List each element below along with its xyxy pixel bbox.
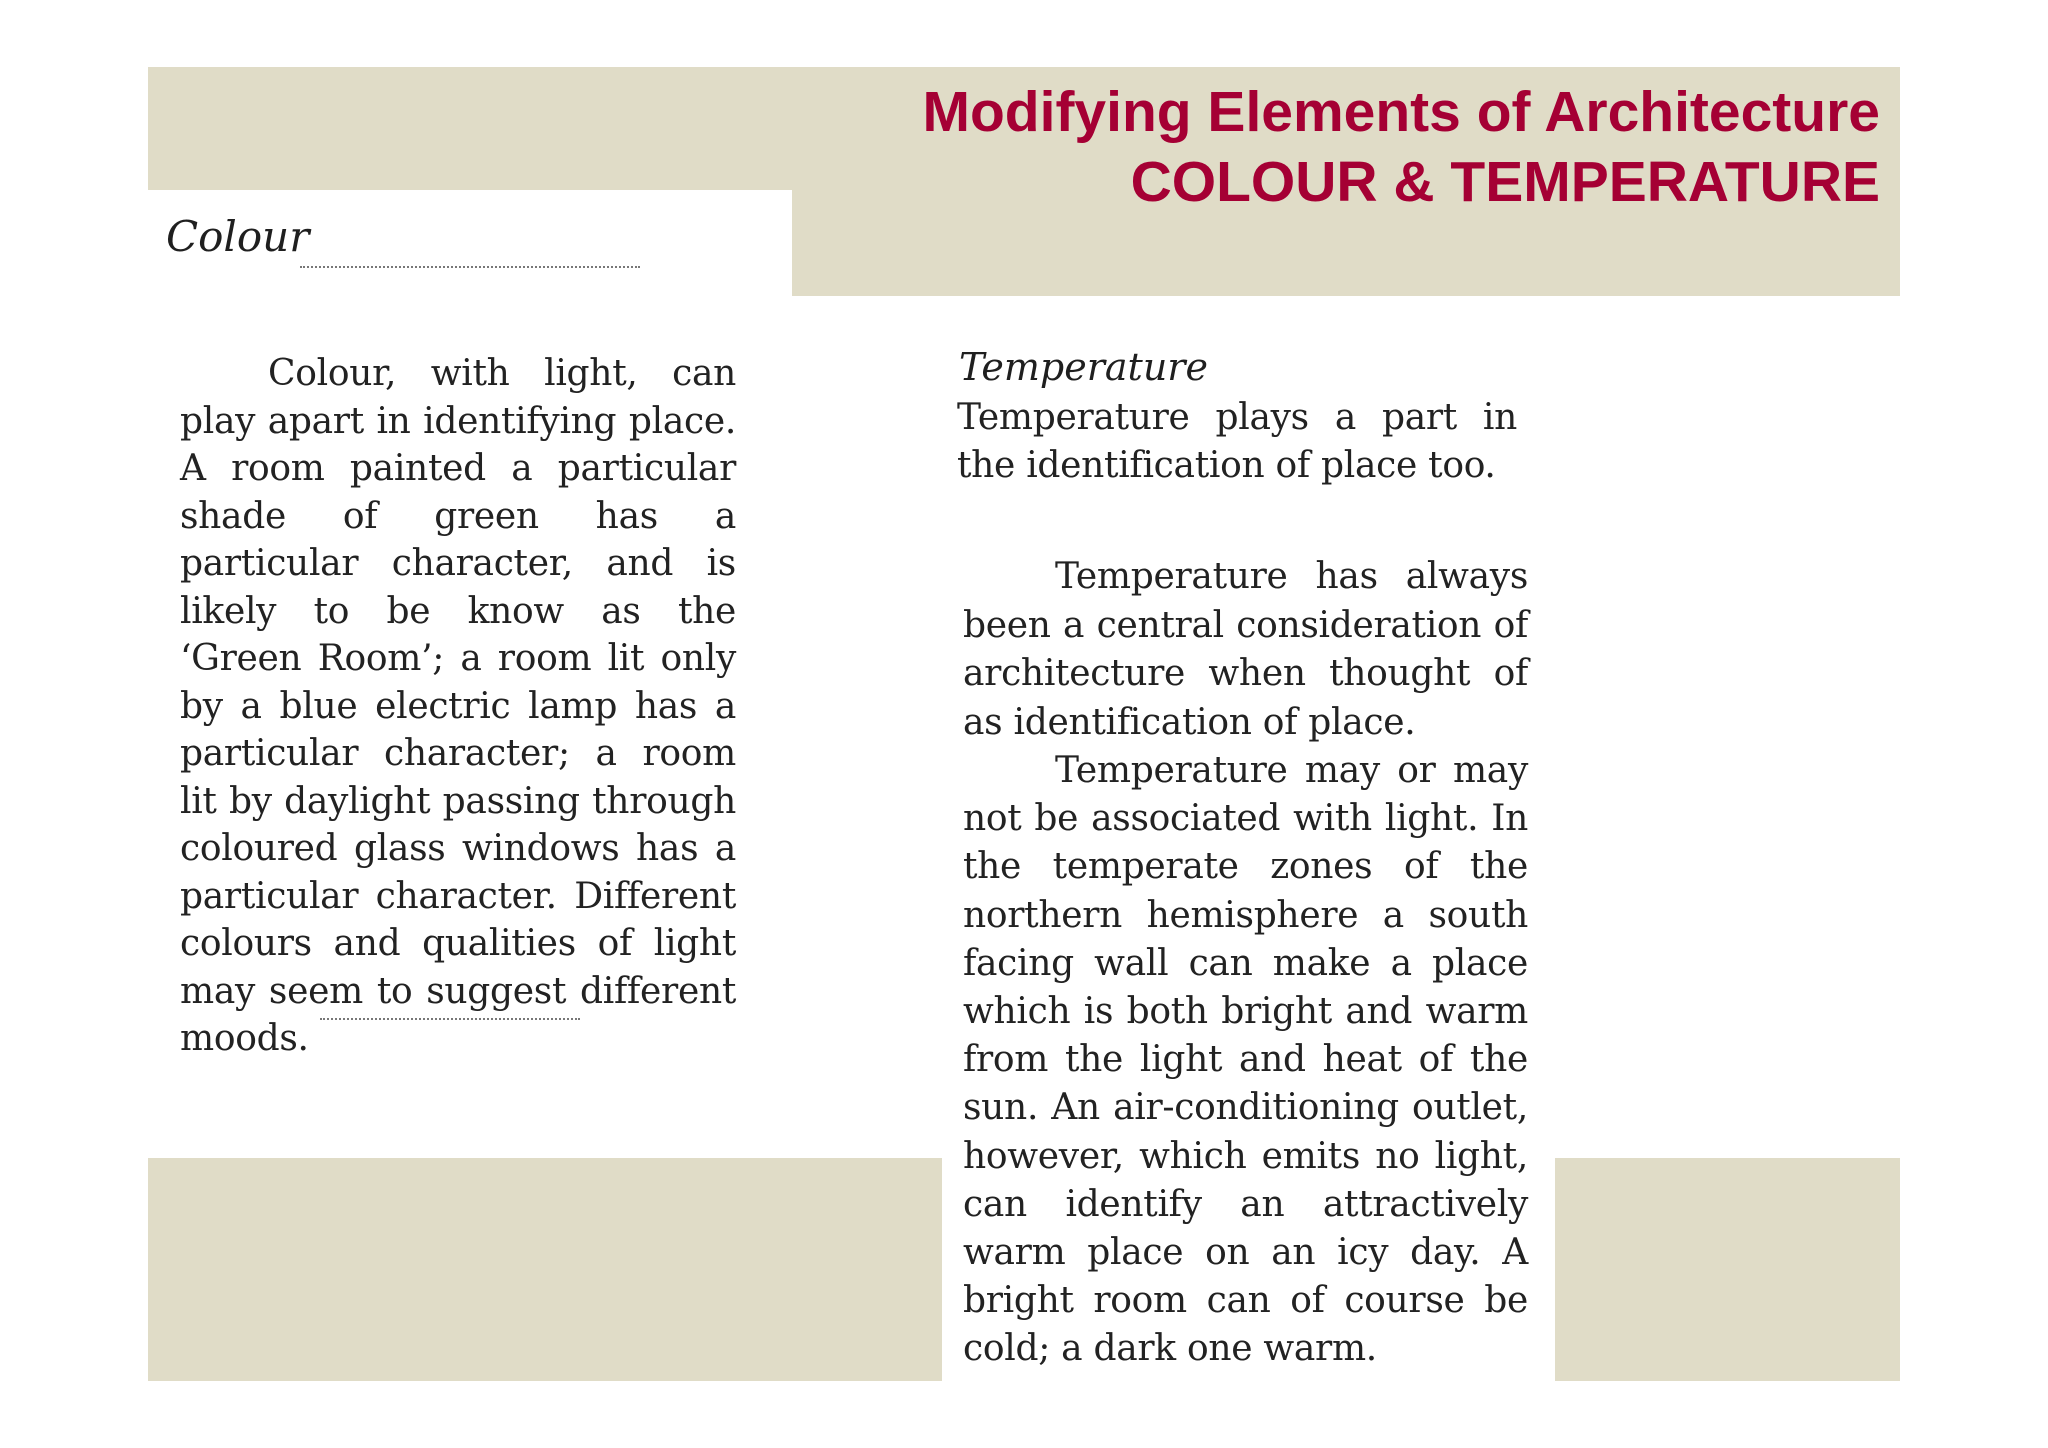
scan-artifact [300,266,640,271]
slide-title: Modifying Elements of Architecture [922,80,1880,144]
temperature-heading: Temperature [959,345,1208,389]
scan-artifact [320,1018,580,1023]
colour-heading: Colour [166,212,310,261]
slide-subtitle: COLOUR & TEMPERATURE [1130,150,1880,214]
colour-paragraph: Colour, with light, can play apart in identifying place. A room painted a particular shade of green has a particular character, and is likely to be know as the ‘Green Room’; a room lit only by a blue electric lamp has a particular character; a room lit by daylight passing through coloured glass windows has a particular character. Different colours and qualities of light may seem to suggest different moods. [180,353,736,1059]
temperature-paragraph-1: Temperature has always been a central consideration of architecture when thought of as identification of place. [963,556,1528,743]
temperature-intro: Temperature plays a part in the identification of place too. [957,397,1517,486]
temperature-paragraph-2: Temperature may or may not be associated with light. In the temperate zones of the northern hemisphere a south facing wall can make a place which is both bright and warm from the light and heat of the sun. An air-conditioning outlet, however, which emits no light, can identify an attractively warm place on an icy day. A bright room can of course be cold; a dark one warm. [963,750,1528,1370]
